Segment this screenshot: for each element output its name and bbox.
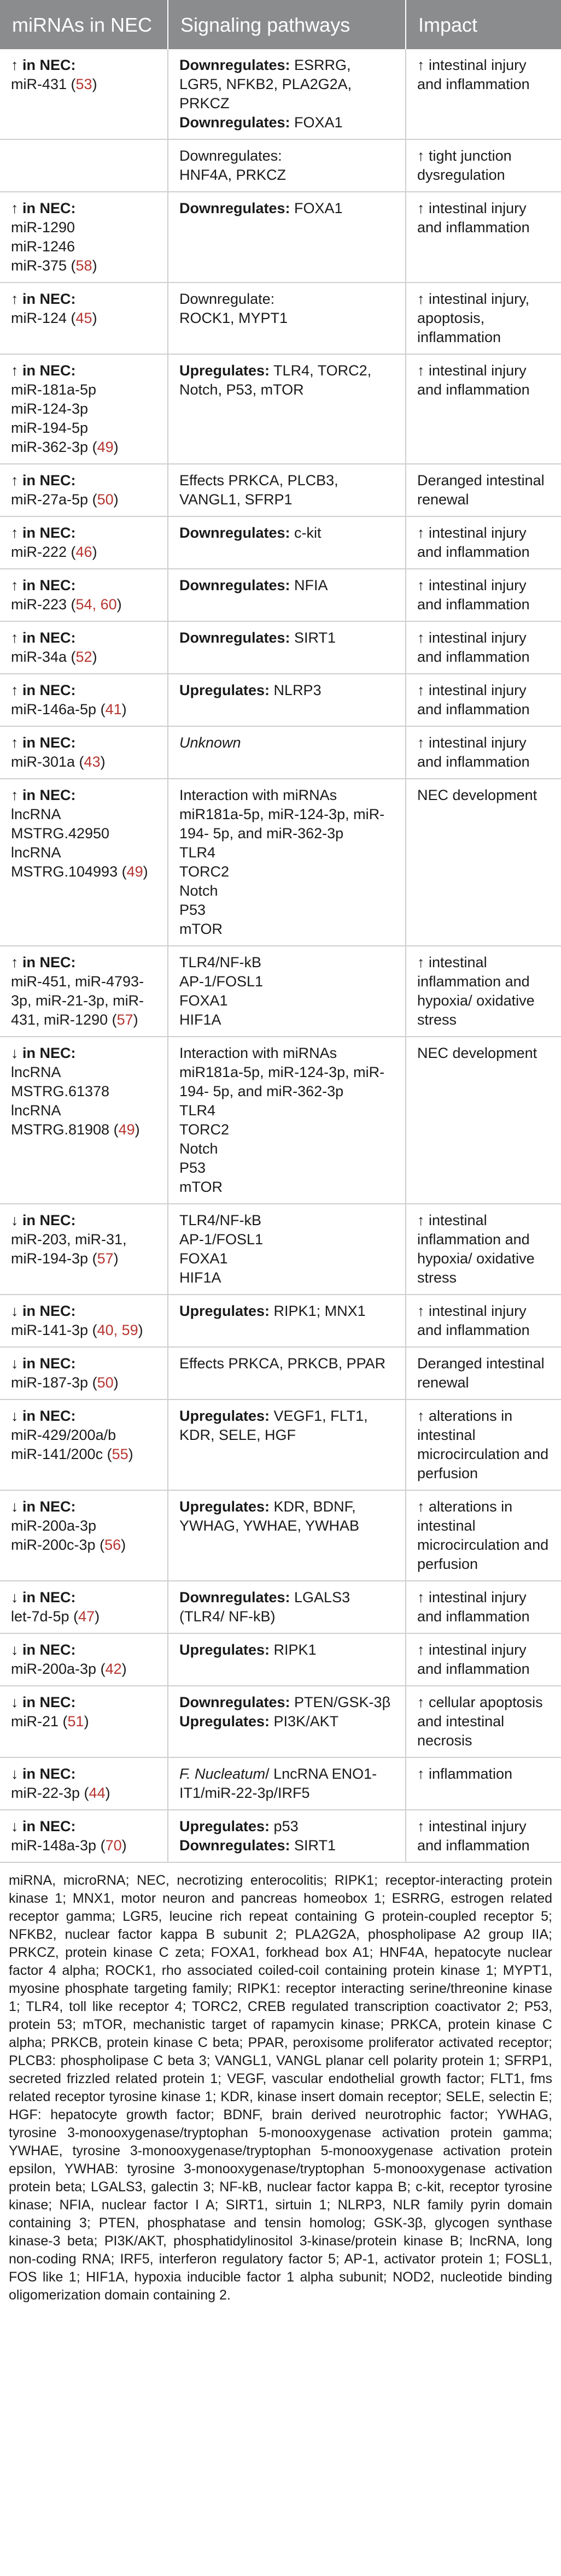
header-mirnas: miRNAs in NEC [0,0,168,49]
table-row [0,283,561,354]
pathway-line [179,991,398,1010]
mirna-name: miR-451, miR-4793-3p, miR-21-3p, miR-431, miR-1290 (57) [11,973,144,1028]
pathway-text: NFIA [290,577,328,593]
regulation-label: Downregulates: [179,114,290,131]
regulation-label: Upregulates: [179,682,270,698]
direction-label: ↑ in NEC: [11,57,76,73]
pathway-cell [168,1686,406,1757]
pathway-line [179,1158,398,1178]
mirna-name: lncRNA [11,1064,61,1080]
direction-label: ↑ in NEC: [11,472,76,489]
pathway-line [179,1407,398,1445]
table-row [0,1037,561,1204]
pathway-line [179,199,398,218]
pathway-text: FOXA1 [179,992,228,1009]
mirna-cell [0,1490,168,1581]
pathway-cell [168,192,406,283]
regulation-label: Upregulates: [179,1642,270,1658]
mirna-cell [0,1757,168,1810]
impact-cell: ↑ intestinal injury, apoptosis, inflammation [406,283,561,354]
mirna-name: miR-148a-3p (70) [11,1837,127,1854]
pathway-text: FOXA1 [290,200,343,216]
pathway-cell [168,779,406,946]
direction-label: ↓ in NEC: [11,1355,76,1372]
direction-label: ↑ in NEC: [11,630,76,646]
header-signaling-pathways: Signaling pathways [168,0,406,49]
mirna-name: MSTRG.42950 [11,825,110,842]
mirna-name: lncRNA [11,844,61,861]
mirna-cell [0,1037,168,1204]
pathway-line [179,1354,398,1373]
pathway-text: HIF1A [179,1011,221,1028]
mirna-name: MSTRG.104993 (49) [11,863,148,880]
pathway-line [179,524,398,543]
pathway-text: SIRT1 [290,630,336,646]
mirna-cell [0,569,168,621]
mirna-name: miR-200a-3p [11,1518,97,1534]
reference-link[interactable]: 53 [75,76,92,92]
mirna-name: miR-431 (53) [11,76,97,92]
mirna-name: miR-301a (43) [11,754,106,770]
direction-label: ↓ in NEC: [11,1212,76,1228]
pathway-line [179,290,398,309]
pathway-line [179,901,398,920]
table-row [0,192,561,283]
impact-cell: ↑ intestinal injury and inflammation [406,1581,561,1633]
pathway-text: F. Nucleatum [179,1766,266,1782]
pathway-text: AP-1/FOSL1 [179,973,264,990]
impact-cell: ↑ intestinal injury and inflammation [406,49,561,139]
mirna-cell [0,779,168,946]
mirna-name: miR-22-3p (44) [11,1785,110,1801]
mirna-cell [0,192,168,283]
mirna-cell [0,1810,168,1862]
pathway-line [179,1120,398,1139]
pathway-text: Effects PRKCA, PLCB3, VANGL1, SFRP1 [179,472,338,508]
pathway-line [179,1249,398,1268]
regulation-label: Upregulates: [179,1498,270,1515]
pathway-line [179,1302,398,1321]
mirna-name: miR-222 (46) [11,544,97,560]
mirna-name: MSTRG.81908 (49) [11,1121,140,1138]
mirna-name: miR-146a-5p (41) [11,701,127,717]
table-footnote: miRNA, microRNA; NEC, necrotizing enterocolitis; RIPK1; receptor-interacting protein kinase 1; MNX1, motor neuron and pancreas homeobox 1; ESRRG, estrogen related receptor gamma; LGR5, leucine rich repeat containing G protein-coupled receptor 5; NFKB2, nuclear factor kappa B subunit 2; PLA2G2A, phospholipase A2 group IIA; PRKCZ, protein kinase C zeta; FOXA1, forkhead box A1; HNF4A, hepatocyte nuclear factor 4 alpha; ROCK1, rho associated coiled-coil containing protein kinase 1; MYPT1, myosine phosphate targeting family; RIPK1: receptor interacting serine/threonine kinase 1; TLR4, toll like receptor 4; TORC2, CREB regulated transcription coactivator 2; P53, protein 53; mTOR, mechanistic target of rapamycin kinase; PRKCA, protein kinase C alpha; PRKCB, protein kinase C beta; PPAR, peroxisome proliferator activated receptor; PLCB3: phospholipase C beta 3; VANGL1, VANGL planar cell polarity protein 1; SFRP1, secreted frizzled related protein 1; VEGF, vascular endothelial growth factor; FLT1, fms related receptor tyrosine kinase 1; KDR, kinase insert domain receptor; SELE, selectin E; HGF: hepatocyte growth factor; BDNF, brain derived neurotrophic factor; YWHAG, tyrosine 3-monooxygenase/tryptophan 5-monooxygenase activation protein gamma; YWHAE, tyrosine 3-monooxygenase/tryptophan 5-monooxygenase activation protein epsilon, YWHAB: tyrosine 3-monooxygenase/tryptophan 5-monooxygenase activation protein beta; LGALS3, galectin 3; NF-kB, nuclear factor kappa B; c-kit, receptor tyrosine kinase; NFIA, nuclear factor I A; SIRT1, sirtuin 1; NLRP3, NLR family pyrin domain containing 3; PTEN, phosphatase and tensin homolog; GSK-3β, glycogen synthase kinase-3 beta; PI3K/AKT, phosphatidylinositol 3-kinase/protein kinase B; lncRNA, long non-coding RNA; IRF5, interferon regulatory factor 5; AP-1, activator protein 1; FOSL1, FOS like 1; HIF1A, hypoxia inducible factor 1 alpha subunit; NOD2, nucleotide binding oligomerization domain containing 2. [9,1873,552,2303]
impact-cell: ↑ intestinal injury and inflammation [406,726,561,779]
impact-cell: ↑ inflammation [406,1757,561,1810]
pathway-line [179,786,398,843]
pathway-line [179,1765,398,1803]
pathway-text: NLRP3 [270,682,322,698]
mirna-name: MSTRG.61378 [11,1083,110,1099]
table-row [0,1490,561,1581]
pathway-cell [168,1581,406,1633]
table-row [0,621,561,674]
table-row [0,354,561,464]
impact-cell: ↑ alterations in intestinal microcirculation and perfusion [406,1399,561,1490]
header-impact: Impact [406,0,561,49]
reference-link[interactable]: 42 [105,1661,122,1677]
pathway-text: PI3K/AKT [270,1713,339,1730]
pathway-text: TLR4, TORC2, Notch, P53, mTOR [179,362,372,398]
pathway-line [179,1010,398,1030]
mirna-cell [0,1399,168,1490]
pathway-line [179,1230,398,1249]
pathway-text: P53 [179,902,206,918]
impact-cell: ↑ intestinal inflammation and hypoxia/ oxidative stress [406,946,561,1037]
regulation-label: Downregulates: [179,630,290,646]
pathway-line [179,1497,398,1536]
pathway-text: Effects PRKCA, PRKCB, PPAR [179,1355,386,1372]
pathway-cell [168,946,406,1037]
reference-link[interactable]: 70 [105,1837,122,1854]
pathway-cell [168,516,406,569]
impact-cell: ↑ intestinal injury and inflammation [406,569,561,621]
mirna-cell [0,726,168,779]
direction-label: ↓ in NEC: [11,1303,76,1319]
table-row [0,674,561,726]
pathway-text: HNF4A, PRKCZ [179,167,287,183]
pathway-line [179,166,398,185]
pathway-text: Notch [179,883,218,899]
mirna-name: miR-203, miR-31, miR-194-3p (57) [11,1231,127,1267]
table-row [0,516,561,569]
pathway-cell [168,674,406,726]
regulation-label: Downregulates: [179,525,290,541]
pathway-text: VEGF1, FLT1, KDR, SELE, HGF [179,1408,368,1443]
pathway-line [179,576,398,595]
pathway-line [179,1139,398,1158]
impact-cell: ↑ tight junction dysregulation [406,139,561,192]
direction-label: ↑ in NEC: [11,954,76,971]
pathway-cell [168,726,406,779]
table-row [0,569,561,621]
reference-link[interactable]: 55 [112,1446,128,1462]
pathway-text: AP-1/FOSL1 [179,1231,264,1248]
pathway-line [179,972,398,991]
direction-label: ↓ in NEC: [11,1766,76,1782]
regulation-label: Upregulates: [179,1818,270,1834]
pathway-text: Downregulates: [179,148,282,164]
regulation-label: Upregulates: [179,1713,270,1730]
pathway-line [179,309,398,328]
table-row [0,946,561,1037]
reference-link[interactable]: 47 [78,1608,95,1625]
pathway-line [179,1044,398,1101]
pathway-line [179,1817,398,1836]
pathway-cell [168,283,406,354]
mirna-name: miR-181a-5p [11,381,97,398]
table-row [0,726,561,779]
regulation-label: Downregulates: [179,1837,290,1854]
reference-link[interactable]: 40, 59 [97,1322,138,1338]
table-row [0,49,561,139]
table-row [0,1686,561,1757]
pathway-cell [168,1037,406,1204]
pathway-line [179,733,398,752]
pathway-text: p53 [270,1818,299,1834]
mirna-cell [0,674,168,726]
mirna-cell [0,621,168,674]
impact-cell: ↑ intestinal injury and inflammation [406,1633,561,1686]
table-row [0,779,561,946]
direction-label: ↓ in NEC: [11,1694,76,1710]
pathway-line [179,862,398,881]
reference-link[interactable]: 54, 60 [75,596,117,613]
pathway-line [179,953,398,972]
pathway-text: Notch [179,1140,218,1157]
mirna-name: miR-375 (58) [11,257,97,274]
regulation-label: Upregulates: [179,1303,270,1319]
impact-cell: NEC development [406,1037,561,1204]
table-row [0,1347,561,1399]
pathway-line [179,843,398,862]
impact-cell: ↑ intestinal injury and inflammation [406,1295,561,1347]
impact-cell: Deranged intestinal renewal [406,464,561,516]
mirna-name: miR-124-3p [11,401,89,417]
pathway-cell [168,569,406,621]
mirna-name: miR-362-3p (49) [11,439,119,455]
mirna-cell [0,49,168,139]
pathway-line [179,1640,398,1660]
reference-link[interactable]: 44 [89,1785,106,1801]
pathway-text: TLR4 [179,1102,216,1119]
mirna-cell [0,354,168,464]
pathway-text: TLR4/NF-kB [179,954,262,971]
table-row [0,139,561,192]
mirna-cell [0,283,168,354]
direction-label: ↓ in NEC: [11,1818,76,1834]
pathway-text: LGALS3 (TLR4/ NF-kB) [179,1589,350,1625]
pathway-text: HIF1A [179,1269,221,1286]
table-row [0,1633,561,1686]
direction-label: ↑ in NEC: [11,577,76,593]
pathway-text: FOXA1 [179,1250,228,1267]
impact-cell: ↑ intestinal injury and inflammation [406,354,561,464]
impact-cell: NEC development [406,779,561,946]
pathway-line [179,113,398,132]
reference-link[interactable]: 49 [126,863,143,880]
table-row [0,1399,561,1490]
mirna-cell [0,1204,168,1295]
direction-label: ↑ in NEC: [11,291,76,307]
reference-link[interactable]: 56 [104,1537,121,1553]
pathway-text: ROCK1, MYPT1 [179,310,288,326]
regulation-label: Downregulates: [179,57,290,73]
pathway-cell [168,1633,406,1686]
header-row [0,0,561,49]
direction-label: ↓ in NEC: [11,1045,76,1061]
mirna-name: miR-194-5p [11,420,89,436]
pathway-text: PTEN/GSK-3β [290,1694,391,1710]
mirna-name: miR-1290 [11,219,75,236]
reference-link[interactable]: 52 [75,649,92,665]
pathway-text: SIRT1 [290,1837,336,1854]
table-body [0,49,561,1862]
pathway-text: mTOR [179,921,223,937]
reference-link[interactable]: 49 [97,439,114,455]
pathway-text: ESRRG, LGR5, NFKB2, PLA2G2A, PRKCZ [179,57,352,111]
reference-link[interactable]: 58 [75,257,92,274]
pathway-cell [168,354,406,464]
pathway-text: mTOR [179,1179,223,1195]
direction-label: ↓ in NEC: [11,1642,76,1658]
mirna-cell [0,946,168,1037]
regulation-label: Downregulates: [179,200,290,216]
impact-cell: ↑ intestinal injury and inflammation [406,516,561,569]
direction-label: ↓ in NEC: [11,1589,76,1605]
table-row [0,1204,561,1295]
pathway-cell [168,139,406,192]
direction-label: ↑ in NEC: [11,200,76,216]
mirna-cell [0,1633,168,1686]
mirna-cell [0,464,168,516]
direction-label: ↑ in NEC: [11,682,76,698]
regulation-label: Downregulates: [179,1694,290,1710]
impact-cell: ↑ cellular apoptosis and intestinal necrosis [406,1686,561,1757]
pathway-text: TORC2 [179,1121,230,1138]
impact-cell: ↑ alterations in intestinal microcirculation and perfusion [406,1490,561,1581]
pathway-line [179,471,398,509]
mirna-name: miR-27a-5p (50) [11,491,119,508]
mirna-cell [0,1295,168,1347]
mirna-name: miR-429/200a/b [11,1427,116,1443]
regulation-label: Downregulates: [179,1589,290,1605]
pathway-line [179,1268,398,1287]
reference-link[interactable]: 57 [116,1011,133,1028]
pathway-line [179,1101,398,1120]
mirna-name: miR-141/200c (55) [11,1446,133,1462]
pathway-text: Downregulate: [179,291,275,307]
mirna-cell [0,139,168,192]
mirna-name: miR-34a (52) [11,649,97,665]
pathway-line [179,361,398,399]
mirna-name: miR-200c-3p (56) [11,1537,126,1553]
pathway-cell [168,1490,406,1581]
table-row [0,1581,561,1633]
pathway-text: KDR, BDNF, YWHAG, YWHAE, YWHAB [179,1498,360,1534]
pathway-cell [168,1399,406,1490]
mirna-cell [0,1347,168,1399]
direction-label: ↓ in NEC: [11,1408,76,1424]
mirna-name: miR-124 (45) [11,310,97,326]
reference-link[interactable]: 46 [75,544,92,560]
pathway-text: TLR4/NF-kB [179,1212,262,1228]
pathway-text: TLR4 [179,844,216,861]
reference-link[interactable]: 51 [67,1713,84,1730]
impact-cell: ↑ intestinal injury and inflammation [406,674,561,726]
pathway-text: RIPK1 [270,1642,317,1658]
pathway-cell [168,1347,406,1399]
mirna-cell [0,516,168,569]
direction-label: ↓ in NEC: [11,1498,76,1515]
regulation-label: Upregulates: [179,362,270,379]
mirna-name: miR-223 (54, 60) [11,596,122,613]
pathway-text: TORC2 [179,863,230,880]
impact-cell: Deranged intestinal renewal [406,1347,561,1399]
mirna-cell [0,1581,168,1633]
pathway-cell [168,1295,406,1347]
pathway-line [179,920,398,939]
reference-link[interactable]: 41 [105,701,122,717]
pathway-line [179,628,398,648]
pathway-text: c-kit [290,525,322,541]
pathway-line [179,1712,398,1731]
mirna-name: lncRNA [11,1102,61,1119]
mirna-name: miR-141-3p (40, 59) [11,1322,143,1338]
pathway-line [179,1211,398,1230]
pathway-cell [168,49,406,139]
mirna-name: lncRNA [11,806,61,822]
pathway-text: RIPK1; MNX1 [270,1303,366,1319]
pathway-cell [168,621,406,674]
regulation-label: Upregulates: [179,1408,270,1424]
pathway-line [179,56,398,113]
mirna-name: miR-1246 [11,238,75,255]
impact-cell: ↑ intestinal inflammation and hypoxia/ oxidative stress [406,1204,561,1295]
pathway-line [179,881,398,901]
pathway-text: FOXA1 [290,114,343,131]
pathway-text: Unknown [179,734,241,751]
pathway-line [179,1836,398,1855]
reference-link[interactable]: 43 [84,754,101,770]
pathway-cell [168,1757,406,1810]
mirna-name: miR-21 (51) [11,1713,89,1730]
reference-link[interactable]: 49 [118,1121,135,1138]
table-header [0,0,561,49]
pathway-line [179,1693,398,1712]
reference-link[interactable]: 45 [75,310,92,326]
direction-label: ↑ in NEC: [11,787,76,803]
mirna-name: let-7d-5p (47) [11,1608,100,1625]
mirna-name: miR-187-3p (50) [11,1374,119,1391]
reference-link[interactable]: 50 [97,491,114,508]
direction-label: ↑ in NEC: [11,525,76,541]
direction-label: ↑ in NEC: [11,734,76,751]
pathway-text: / LncRNA ENO1-IT1/miR-22-3p/IRF5 [179,1766,377,1801]
table-row [0,1810,561,1862]
impact-cell: ↑ intestinal injury and inflammation [406,621,561,674]
impact-cell: ↑ intestinal injury and inflammation [406,192,561,283]
reference-link[interactable]: 50 [97,1374,114,1391]
pathway-text: Interaction with miRNAs miR181a-5p, miR-124-3p, miR-194- 5p, and miR-362-3p [179,787,385,842]
table-row [0,1757,561,1810]
pathway-text: Interaction with miRNAs miR181a-5p, miR-124-3p, miR-194- 5p, and miR-362-3p [179,1045,385,1099]
pathway-text: P53 [179,1160,206,1176]
pathway-line [179,146,398,166]
pathway-cell [168,1810,406,1862]
table-row [0,1295,561,1347]
pathway-line [179,681,398,700]
table-row [0,464,561,516]
mirna-name: miR-200a-3p (42) [11,1661,127,1677]
pathway-cell [168,1204,406,1295]
pathway-line [179,1588,398,1626]
mirna-cell [0,1686,168,1757]
impact-cell: ↑ intestinal injury and inflammation [406,1810,561,1862]
regulation-label: Downregulates: [179,577,290,593]
pathway-cell [168,464,406,516]
reference-link[interactable]: 57 [97,1250,114,1267]
direction-label: ↑ in NEC: [11,362,76,379]
pathway-line [179,1178,398,1197]
